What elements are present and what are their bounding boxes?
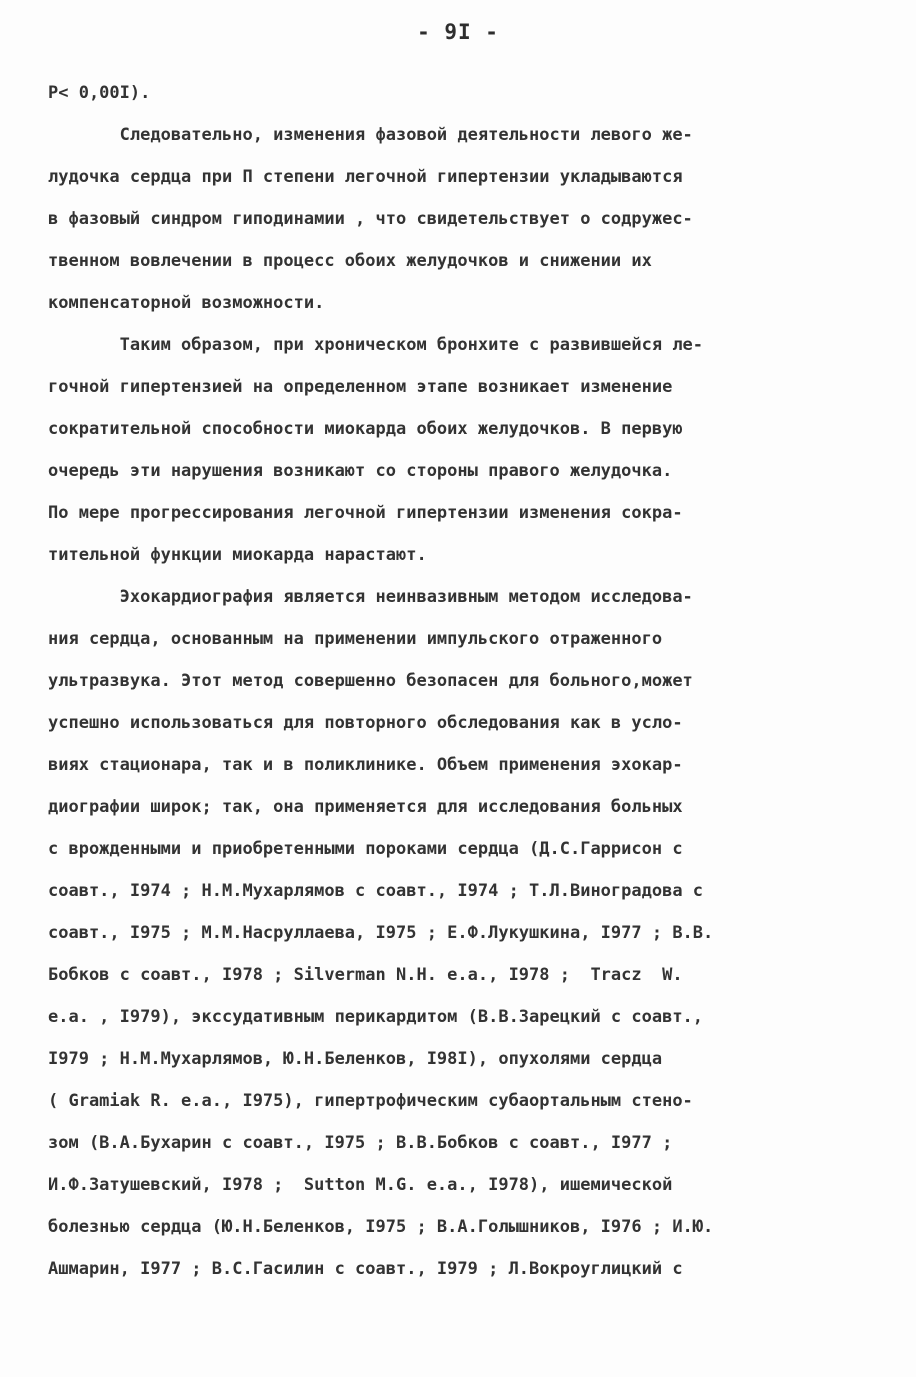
text-line: зом (В.А.Бухарин с соавт., I975 ; В.В.Бобков с соавт., I977 ; <box>48 1133 673 1153</box>
text-line: Бобков с соавт., I978 ; Silverman N.H. e.a., I978 ; Tracz W. <box>48 965 683 985</box>
text-line: ния сердца, основанным на применении импульского отраженного <box>48 629 663 649</box>
text-line: И.Ф.Затушевский, I978 ; Sutton M.G. e.a., I978), ишемической <box>48 1175 673 1195</box>
text-line: соавт., I974 ; Н.М.Мухарлямов с соавт., I974 ; Т.Л.Виноградова с <box>48 881 704 901</box>
text-line: в фазовый синдром гиподинамии , что свидетельствует о содружес- <box>48 209 693 229</box>
text-line: Таким образом, при хроническом бронхите с развившейся ле- <box>48 335 704 355</box>
text-line: соавт., I975 ; М.М.Насруллаева, I975 ; Е.Ф.Лукушкина, I977 ; В.В. <box>48 923 714 943</box>
text-line: диографии широк; так, она применяется для исследования больных <box>48 797 683 817</box>
text-line: e.a. , I979), экссудативным перикардитом (В.В.Зарецкий с соавт., <box>48 1007 704 1027</box>
body-text <box>48 72 878 1290</box>
text-line: успешно использоваться для повторного обследования как в усло- <box>48 713 683 733</box>
text-line: лудочка сердца при П степени легочной гипертензии укладываются <box>48 167 683 187</box>
text-line: гочной гипертензией на определенном этапе возникает изменение <box>48 377 673 397</box>
text-line: P< 0,00I). <box>48 83 151 103</box>
text-line: По мере прогрессирования легочной гипертензии изменения сокра- <box>48 503 683 523</box>
page-number: - 9I - <box>417 20 499 44</box>
text-line: Эхокардиография является неинвазивным методом исследова- <box>48 587 693 607</box>
text-line: компенсаторной возможности. <box>48 293 325 313</box>
text-line: ( Gramiak R. e.a., I975), гипертрофическим субаортальным стено- <box>48 1091 693 1111</box>
text-line: сократительной способности миокарда обоих желудочков. В первую <box>48 419 683 439</box>
text-line: болезнью сердца (Ю.Н.Беленков, I975 ; В.А.Голышников, I976 ; И.Ю. <box>48 1217 714 1237</box>
text-line: виях стационара, так и в поликлинике. Объем применения эхокар- <box>48 755 683 775</box>
text-line: твенном вовлечении в процесс обоих желудочков и снижении их <box>48 251 652 271</box>
text-line: Следовательно, изменения фазовой деятельности левого же- <box>48 125 693 145</box>
text-line: тительной функции миокарда нарастают. <box>48 545 427 565</box>
text-line: с врожденными и приобретенными пороками сердца (Д.С.Гаррисон с <box>48 839 683 859</box>
text-line: I979 ; Н.М.Мухарлямов, Ю.Н.Беленков, I98I), опухолями сердца <box>48 1049 663 1069</box>
text-line: очередь эти нарушения возникают со стороны правого желудочка. <box>48 461 673 481</box>
text-line: ультразвука. Этот метод совершенно безопасен для больного,может <box>48 671 693 691</box>
text-line: Ашмарин, I977 ; В.С.Гасилин с соавт., I979 ; Л.Вокроуглицкий с <box>48 1259 683 1279</box>
